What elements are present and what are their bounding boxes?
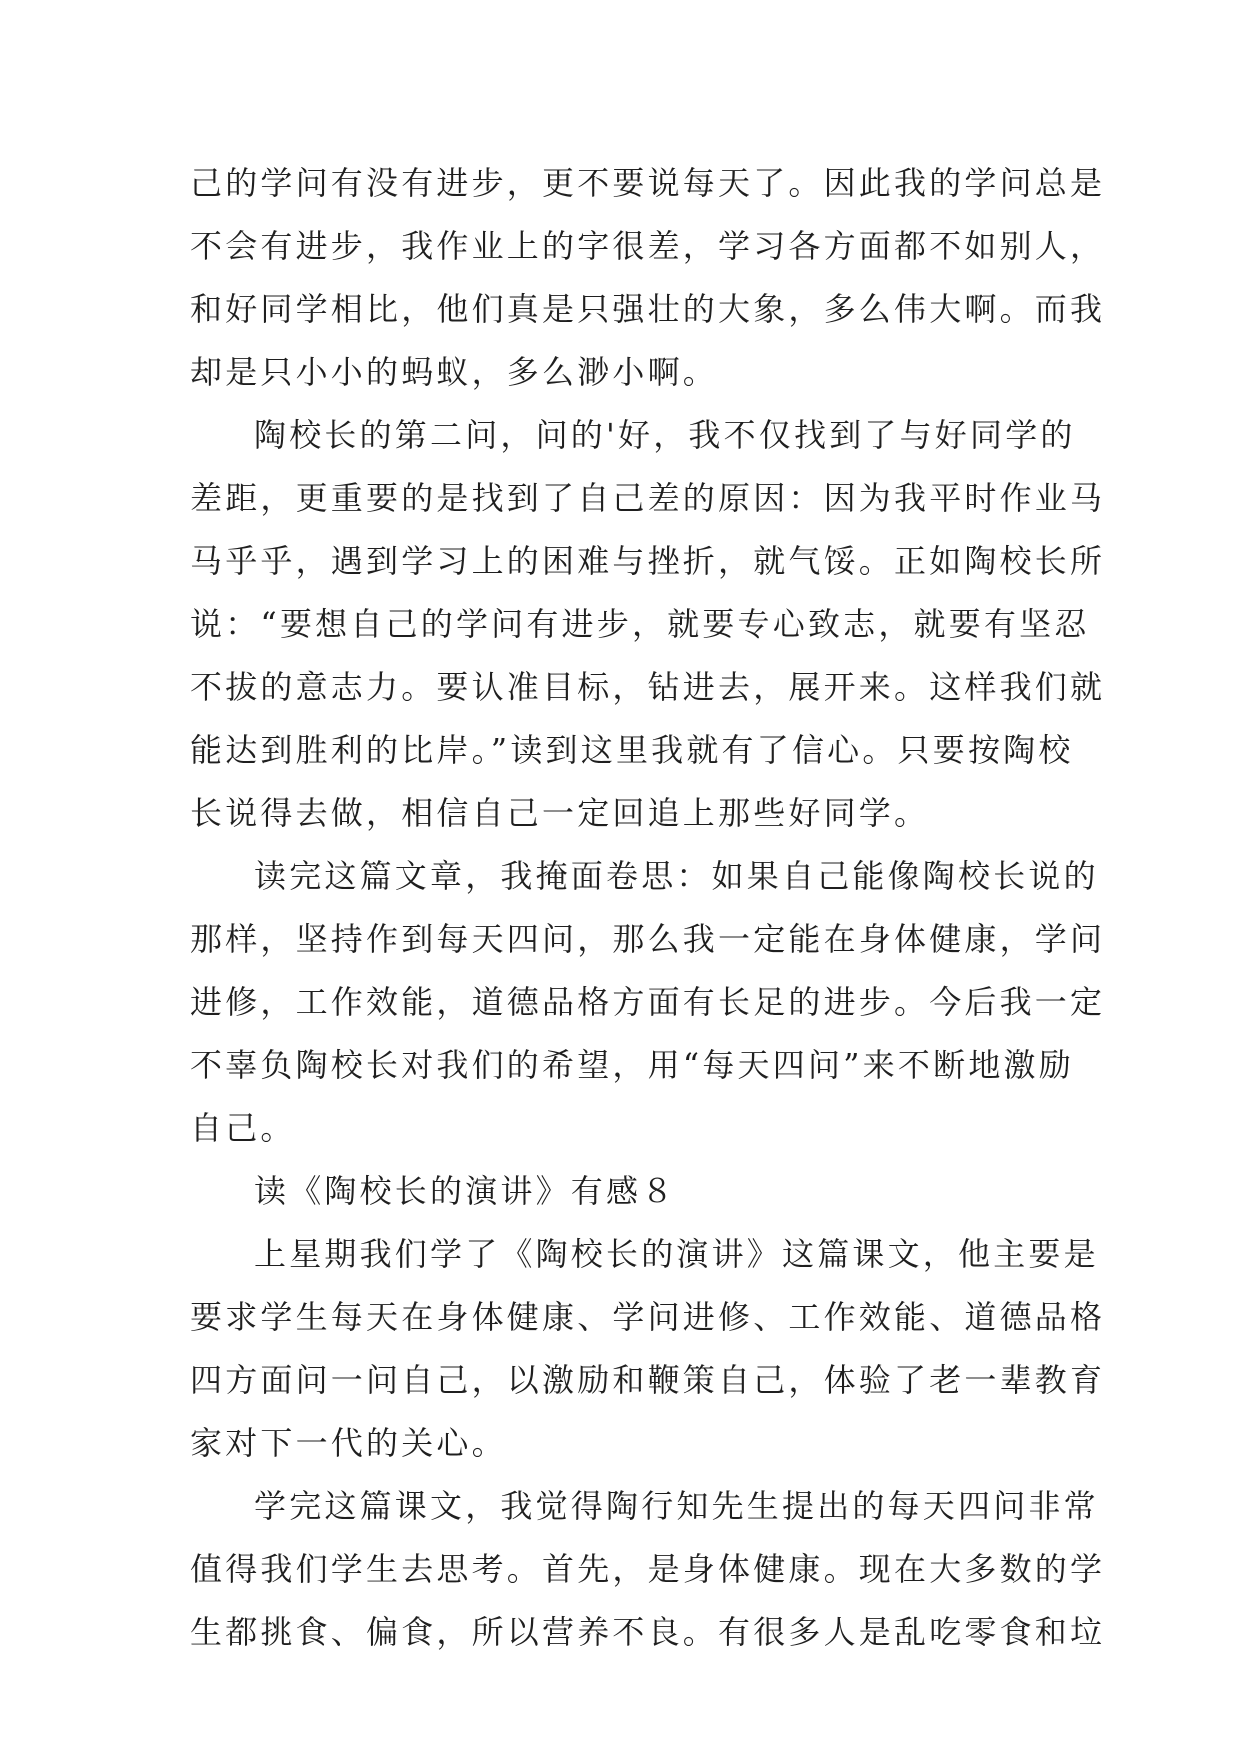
text-line: 却是只小小的蚂蚁，多么渺小啊。 <box>190 353 719 391</box>
text-line: 读完这篇文章，我掩面卷思：如果自己能像陶校长说的 <box>254 857 1099 895</box>
text-line: 长说得去做，相信自己一定回追上那些好同学。 <box>190 794 930 832</box>
document-body <box>190 152 1106 1664</box>
text-line: 那样，坚持作到每天四问，那么我一定能在身体健康，学问 <box>190 920 1106 958</box>
text-line: 要求学生每天在身体健康、学问进修、工作效能、道德品格 <box>190 1298 1106 1336</box>
text-line: 上星期我们学了《陶校长的演讲》这篇课文，他主要是 <box>254 1235 1099 1273</box>
paragraph <box>190 404 1106 845</box>
text-line: 马乎乎，遇到学习上的困难与挫折，就气馁。正如陶校长所 <box>190 542 1106 580</box>
text-line: 差距，更重要的是找到了自己差的原因：因为我平时作业马 <box>190 479 1106 517</box>
text-line: 不辜负陶校长对我们的希望，用“每天四问”来不断地激励 <box>190 1046 1074 1084</box>
text-line: 说：“要想自己的学问有进步，就要专心致志，就要有坚忍 <box>190 605 1090 643</box>
paragraph <box>190 152 1106 404</box>
text-line: 己的学问有没有进步，更不要说每天了。因此我的学问总是 <box>190 164 1106 202</box>
text-line: 学完这篇课文，我觉得陶行知先生提出的每天四问非常 <box>254 1487 1099 1525</box>
text-line: 不会有进步，我作业上的字很差，学习各方面都不如别人， <box>190 227 1106 265</box>
section-heading <box>190 1160 1060 1223</box>
text-line: 能达到胜利的比岸。”读到这里我就有了信心。只要按陶校 <box>190 731 1074 769</box>
text-line: 生都挑食、偏食，所以营养不良。有很多人是乱吃零食和垃 <box>190 1613 1106 1651</box>
paragraph <box>190 1223 1106 1475</box>
paragraph <box>190 1475 1106 1664</box>
heading-text: 读《陶校长的演讲》有感８ <box>254 1172 677 1210</box>
text-line: 值得我们学生去思考。首先，是身体健康。现在大多数的学 <box>190 1550 1106 1588</box>
text-line: 四方面问一问自己，以激励和鞭策自己，体验了老一辈教育 <box>190 1361 1106 1399</box>
text-line: 进修，工作效能，道德品格方面有长足的进步。今后我一定 <box>190 983 1106 1021</box>
text-line: 家对下一代的关心。 <box>190 1424 507 1462</box>
text-line: 不拔的意志力。要认准目标，钻进去，展开来。这样我们就 <box>190 668 1106 706</box>
paragraph <box>190 845 1106 1160</box>
text-line: 自己。 <box>190 1109 296 1147</box>
text-line: 和好同学相比，他们真是只强壮的大象，多么伟大啊。而我 <box>190 290 1106 328</box>
text-line: 陶校长的第二问，问的'好，我不仅找到了与好同学的 <box>254 416 1076 454</box>
